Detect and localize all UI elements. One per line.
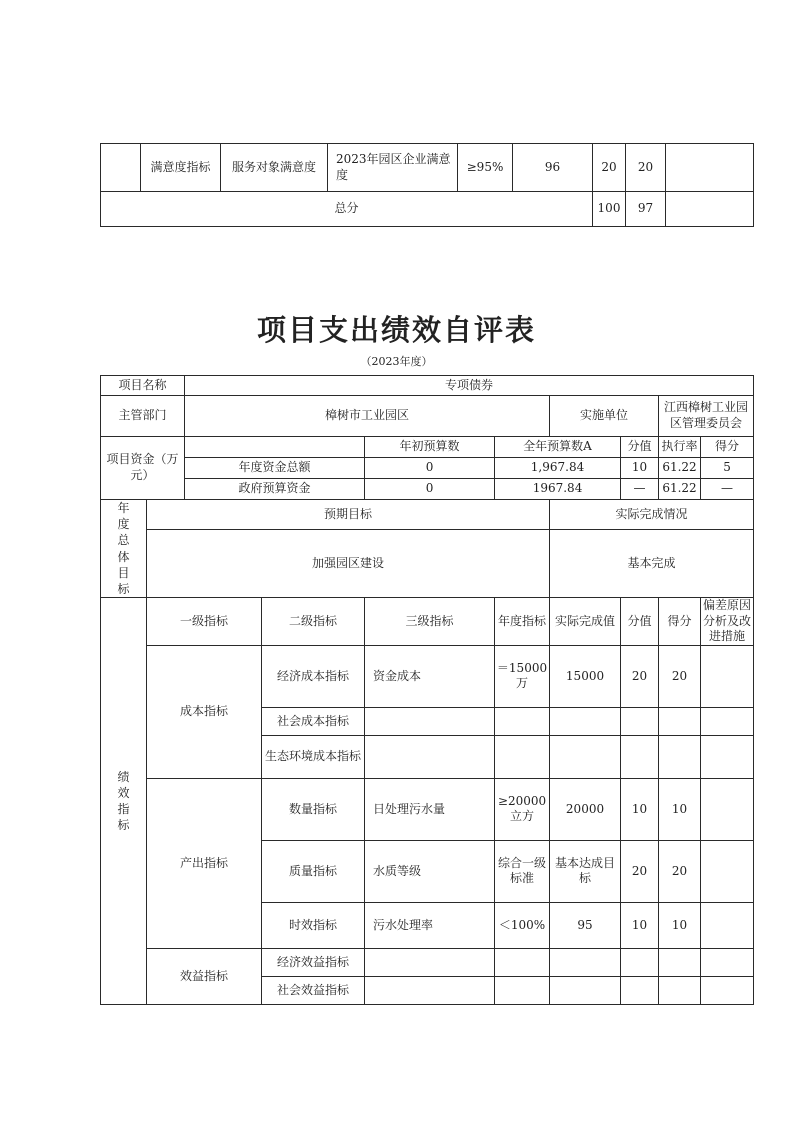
- annual-goal-label: [101, 500, 147, 598]
- actual-completion-label: 实际完成情况: [550, 500, 754, 530]
- funds-row-score: 5: [701, 458, 754, 479]
- table-row: [101, 500, 754, 530]
- output-weight: 10: [621, 778, 659, 840]
- output-target: 综合一级标准: [495, 840, 550, 902]
- actual-value: 96: [513, 144, 593, 192]
- funds-header-rate: 执行率: [659, 437, 701, 458]
- output-score: 20: [659, 840, 701, 902]
- empty-cell: [701, 902, 754, 948]
- output-weight: 10: [621, 902, 659, 948]
- funds-header-initial: 年初预算数: [365, 437, 495, 458]
- empty-cell: [701, 948, 754, 976]
- table-row: [101, 144, 754, 192]
- project-name: 专项债券: [185, 376, 754, 396]
- cost-actual: 15000: [550, 645, 621, 707]
- impl-unit-label: 实施单位: [550, 396, 659, 437]
- empty-cell: [101, 144, 141, 192]
- output-l3: 水质等级: [365, 840, 495, 902]
- page-subtitle: （2023年度）: [360, 355, 433, 368]
- empty-cell: [550, 707, 621, 735]
- output-score: 10: [659, 778, 701, 840]
- actual-completion: 基本完成: [550, 530, 754, 598]
- cost-l3: 资金成本: [365, 645, 495, 707]
- output-target: ＜100%: [495, 902, 550, 948]
- benefit-l1: 效益指标: [147, 948, 262, 1004]
- expected-goal: 加强园区建设: [147, 530, 550, 598]
- output-l3: 日处理污水量: [365, 778, 495, 840]
- empty-cell: [701, 735, 754, 778]
- target-value: ≥95%: [458, 144, 513, 192]
- cost-l1: 成本指标: [147, 645, 262, 778]
- cost-target: ＝15000万: [495, 645, 550, 707]
- cost-l2: 社会成本指标: [262, 707, 365, 735]
- empty-cell: [659, 707, 701, 735]
- empty-cell: [666, 144, 754, 192]
- funds-row-name: 年度资金总额: [185, 458, 365, 479]
- table-row: [101, 479, 754, 500]
- page-title: 项目支出绩效自评表: [256, 313, 536, 347]
- dept-label: 主管部门: [101, 396, 185, 437]
- funds-row-rate: 61.22: [659, 458, 701, 479]
- dept-name: 樟树市工业园区: [185, 396, 550, 437]
- empty-cell: [701, 840, 754, 902]
- empty-cell: [550, 735, 621, 778]
- funds-header-score: 得分: [701, 437, 754, 458]
- empty-cell: [659, 735, 701, 778]
- funds-header-full-year: 全年预算数A: [495, 437, 621, 458]
- output-l3: 污水处理率: [365, 902, 495, 948]
- funds-row-rate: 61.22: [659, 479, 701, 500]
- cost-l2: 经济成本指标: [262, 645, 365, 707]
- empty-cell: [495, 707, 550, 735]
- weight-value: 20: [593, 144, 626, 192]
- perf-header-weight: 分值: [621, 598, 659, 646]
- table-row: [101, 948, 754, 976]
- benefit-l2: 社会效益指标: [262, 976, 365, 1004]
- funds-row-full-year: 1,967.84: [495, 458, 621, 479]
- funds-row-weight: —: [621, 479, 659, 500]
- empty-cell: [701, 778, 754, 840]
- funds-header-weight: 分值: [621, 437, 659, 458]
- empty-cell: [365, 976, 495, 1004]
- perf-header-actual: 实际完成值: [550, 598, 621, 646]
- perf-header-year-target: 年度指标: [495, 598, 550, 646]
- output-score: 10: [659, 902, 701, 948]
- cost-score: 20: [659, 645, 701, 707]
- empty-cell: [701, 645, 754, 707]
- perf-header-l3: 三级指标: [365, 598, 495, 646]
- total-label: 总分: [101, 192, 593, 227]
- empty-cell: [365, 735, 495, 778]
- impl-unit: 江西樟树工业园区管理委员会: [659, 396, 754, 437]
- funds-row-score: —: [701, 479, 754, 500]
- empty-cell: [495, 735, 550, 778]
- perf-label-text: 绩效指标: [117, 769, 130, 833]
- empty-cell: [550, 948, 621, 976]
- total-row: [101, 192, 754, 227]
- output-weight: 20: [621, 840, 659, 902]
- project-name-label: 项目名称: [101, 376, 185, 396]
- funds-row-full-year: 1967.84: [495, 479, 621, 500]
- table-row: [101, 396, 754, 437]
- level2-indicator: 满意度指标: [141, 144, 221, 192]
- funds-row-weight: 10: [621, 458, 659, 479]
- empty-cell: [550, 976, 621, 1004]
- empty-cell: [621, 976, 659, 1004]
- empty-cell: [659, 948, 701, 976]
- empty-cell: [621, 948, 659, 976]
- table-row: [101, 458, 754, 479]
- empty-cell: [495, 948, 550, 976]
- perf-header-score: 得分: [659, 598, 701, 646]
- indicator-description: 2023年园区企业满意度: [328, 144, 458, 192]
- perf-header-l2: 二级指标: [262, 598, 365, 646]
- cost-weight: 20: [621, 645, 659, 707]
- total-score: 97: [626, 192, 666, 227]
- output-l2: 质量指标: [262, 840, 365, 902]
- annual-goal-text: 年度总体目标: [117, 501, 130, 596]
- level3-indicator: 服务对象满意度: [221, 144, 328, 192]
- empty-cell: [666, 192, 754, 227]
- cost-l2: 生态环境成本指标: [262, 735, 365, 778]
- output-l2: 时效指标: [262, 902, 365, 948]
- table-row: [101, 598, 754, 646]
- funds-row-name: 政府预算资金: [185, 479, 365, 500]
- table-row: [101, 376, 754, 396]
- table-row: [101, 437, 754, 458]
- empty-cell: [495, 976, 550, 1004]
- total-weight: 100: [593, 192, 626, 227]
- empty-cell: [621, 735, 659, 778]
- empty-cell: [701, 707, 754, 735]
- empty-cell: [701, 976, 754, 1004]
- funds-label: 项目资金（万元）: [101, 437, 185, 500]
- perf-label: [101, 598, 147, 1005]
- evaluation-table: [100, 375, 754, 1005]
- score-value: 20: [626, 144, 666, 192]
- output-actual: 20000: [550, 778, 621, 840]
- output-actual: 基本达成目标: [550, 840, 621, 902]
- output-actual: 95: [550, 902, 621, 948]
- output-l2: 数量指标: [262, 778, 365, 840]
- perf-header-reason: 偏差原因分析及改进措施: [701, 598, 754, 646]
- empty-cell: [365, 707, 495, 735]
- empty-cell: [185, 437, 365, 458]
- empty-cell: [659, 976, 701, 1004]
- funds-row-initial: 0: [365, 479, 495, 500]
- empty-cell: [621, 707, 659, 735]
- table-row: [101, 778, 754, 840]
- empty-cell: [365, 948, 495, 976]
- previous-table: [100, 143, 754, 227]
- table-row: [101, 530, 754, 598]
- table-row: [101, 645, 754, 707]
- output-l1: 产出指标: [147, 778, 262, 948]
- funds-row-initial: 0: [365, 458, 495, 479]
- expected-goal-label: 预期目标: [147, 500, 550, 530]
- benefit-l2: 经济效益指标: [262, 948, 365, 976]
- perf-header-l1: 一级指标: [147, 598, 262, 646]
- output-target: ≥20000立方: [495, 778, 550, 840]
